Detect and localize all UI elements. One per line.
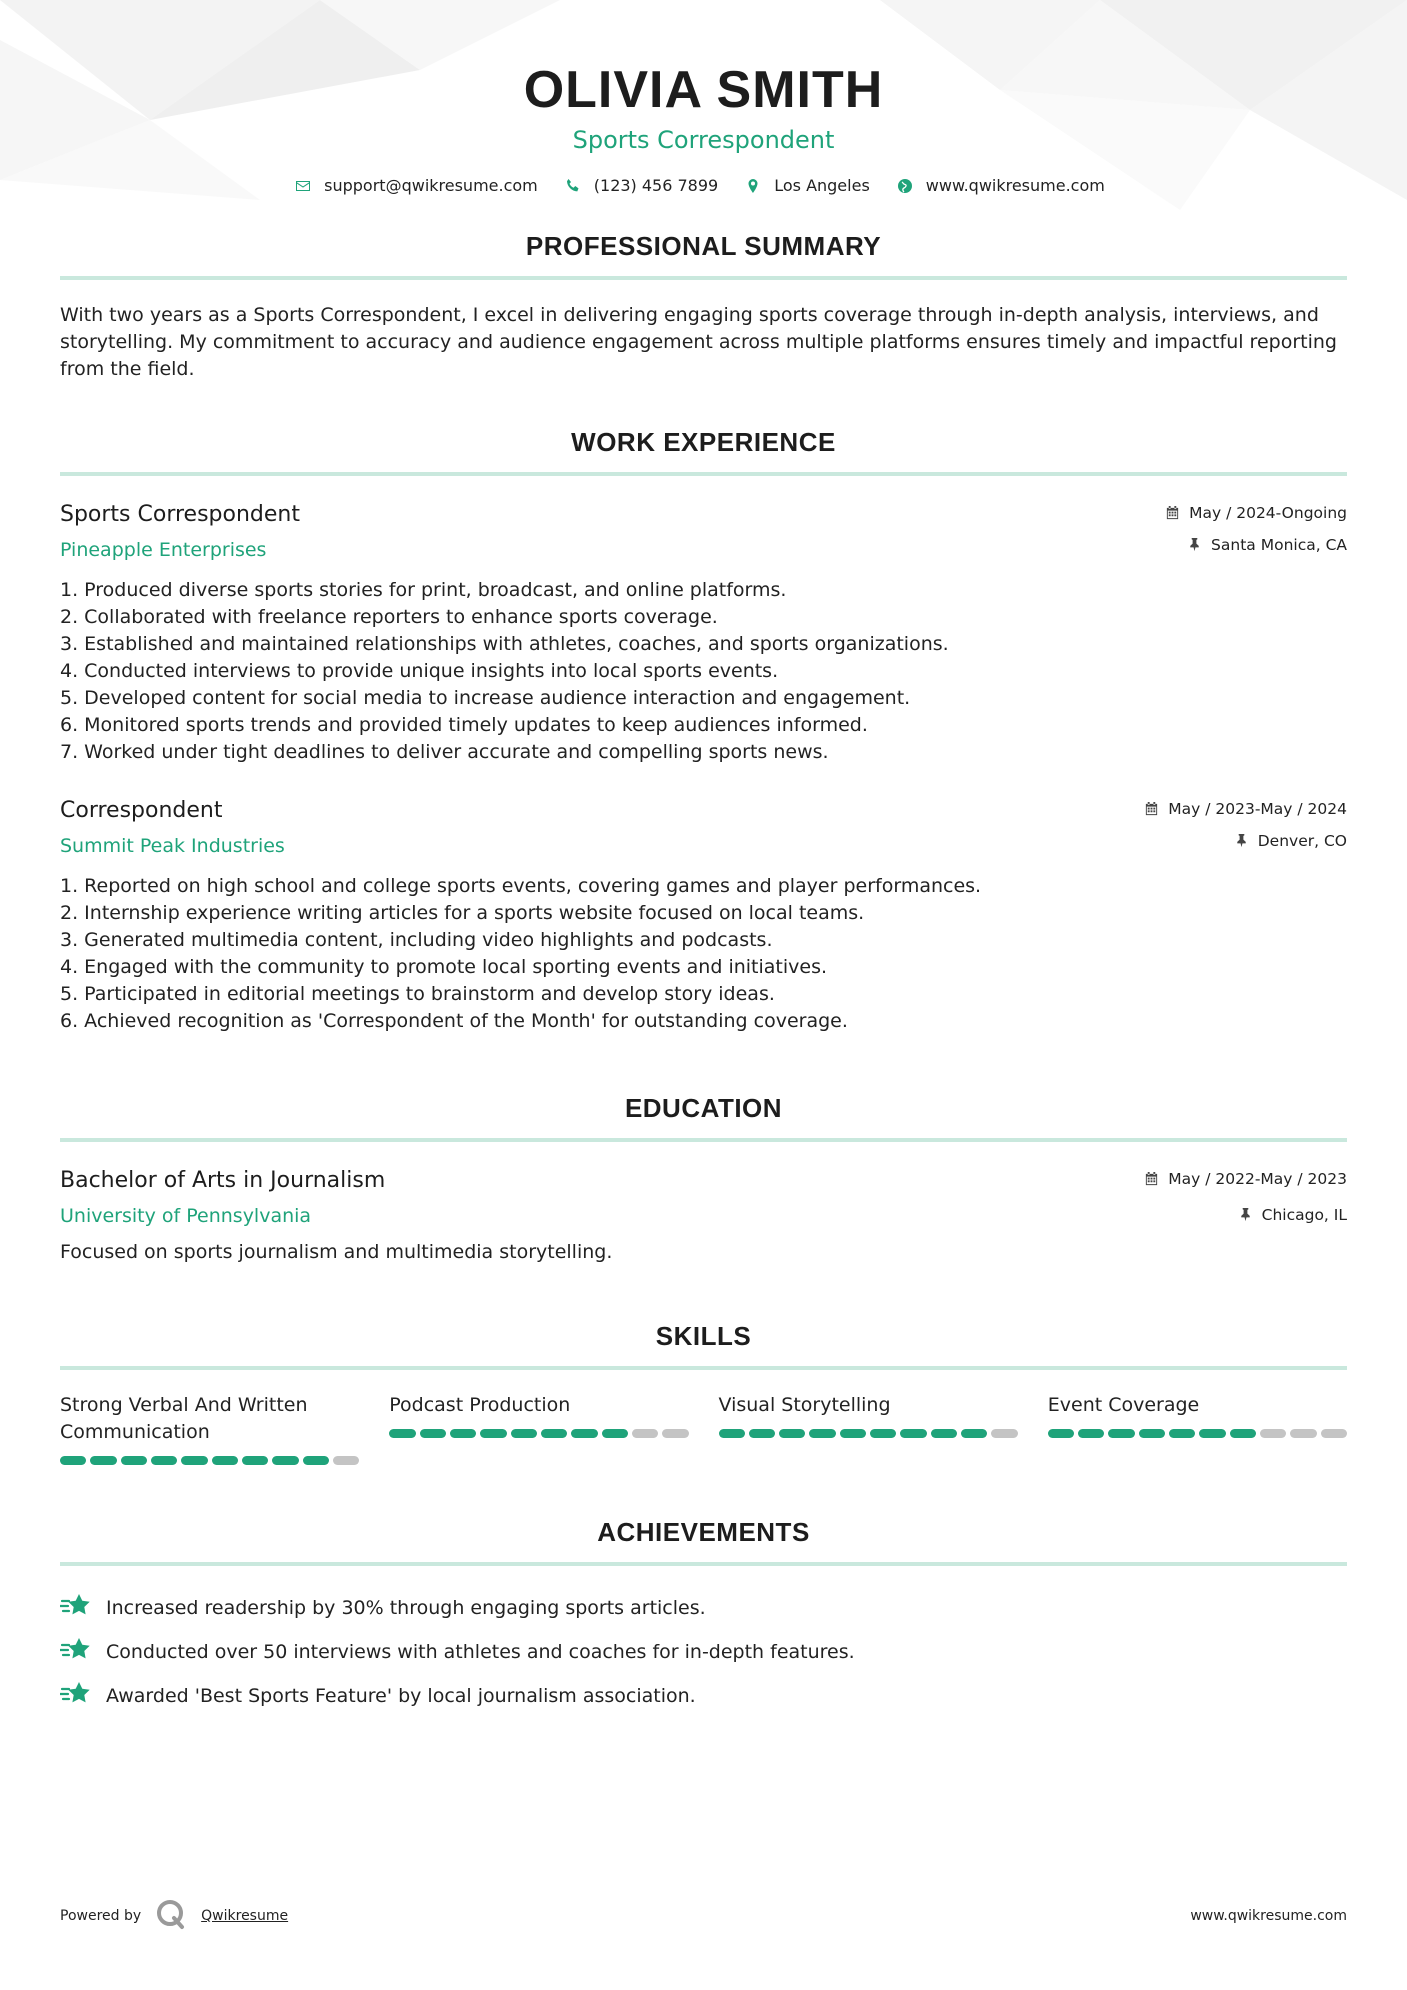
skill-name: Event Coverage — [1047, 1394, 1200, 1416]
school-name: University of Pennsylvania — [60, 1205, 312, 1227]
skill-segment-filled — [450, 1429, 476, 1438]
list-item: 6. Achieved recognition as 'Correspondent of the Month' for outstanding coverage. — [60, 1010, 848, 1032]
contact-phone-text: (123) 456 7899 — [593, 176, 719, 195]
skill-segment-empty — [632, 1429, 658, 1438]
job-title: Correspondent — [60, 798, 223, 823]
skill-item — [719, 1392, 1018, 1465]
list-item: 4. Conducted interviews to provide unique insights into local sports events. — [60, 660, 779, 682]
skill-segment-filled — [60, 1456, 86, 1465]
list-item — [60, 1586, 1347, 1630]
page-footer — [60, 1898, 1347, 1934]
skill-level-bar — [719, 1429, 1018, 1438]
section-divider — [60, 1562, 1347, 1566]
section-divider — [60, 276, 1347, 280]
achievement-text: Awarded 'Best Sports Feature' by local journalism association. — [106, 1685, 696, 1707]
job-bullets — [60, 873, 1347, 1035]
skill-name: Strong Verbal And Written Communication — [60, 1394, 308, 1443]
skill-segment-filled — [961, 1429, 987, 1438]
skill-level-bar — [60, 1456, 359, 1465]
list-item — [60, 1674, 1347, 1718]
experience-section — [60, 427, 1347, 1035]
job-bullets — [60, 577, 1347, 766]
qwikresume-link[interactable]: Qwikresume — [201, 1908, 289, 1924]
skill-segment-empty — [333, 1456, 359, 1465]
job-dates: May / 2024-Ongoing — [1189, 504, 1347, 522]
calendar-icon — [1144, 801, 1160, 817]
list-item: 2. Collaborated with freelance reporters to enhance sports coverage. — [60, 606, 718, 628]
education-description: Focused on sports journalism and multimedia storytelling. — [60, 1241, 613, 1263]
skill-segment-empty — [1290, 1429, 1316, 1438]
job-location: Denver, CO — [1257, 832, 1347, 850]
skill-segment-filled — [602, 1429, 628, 1438]
skill-segment-filled — [121, 1456, 147, 1465]
skills-section — [60, 1321, 1347, 1465]
skill-segment-filled — [840, 1429, 866, 1438]
achievement-text: Conducted over 50 interviews with athletes and coaches for in-depth features. — [106, 1641, 855, 1663]
skill-level-bar — [389, 1429, 688, 1438]
powered-by-label: Powered by — [60, 1908, 142, 1924]
contact-email-text: support@qwikresume.com — [324, 176, 538, 195]
skill-item — [1048, 1392, 1347, 1465]
education-dates: May / 2022-May / 2023 — [1168, 1170, 1347, 1188]
achievements-section — [60, 1517, 1347, 1718]
footer-website-link[interactable]: www.qwikresume.com — [1190, 1908, 1347, 1924]
qwikresume-logo-icon — [155, 1898, 187, 1934]
skill-item — [389, 1392, 688, 1465]
star-icon — [60, 1636, 92, 1669]
company-name: Summit Peak Industries — [60, 835, 285, 857]
skill-segment-filled — [541, 1429, 567, 1438]
contact-bar — [60, 176, 1347, 195]
education-location: Chicago, IL — [1261, 1206, 1347, 1224]
envelope-icon — [294, 177, 312, 195]
list-item: 5. Participated in editorial meetings to brainstorm and develop story ideas. — [60, 983, 775, 1005]
job-title: Sports Correspondent — [60, 502, 300, 527]
experience-heading: WORK EXPERIENCE — [571, 427, 836, 457]
skill-segment-filled — [1199, 1429, 1225, 1438]
skill-segment-filled — [511, 1429, 537, 1438]
contact-website-text: www.qwikresume.com — [925, 176, 1105, 195]
achievement-text: Increased readership by 30% through engaging sports articles. — [106, 1597, 706, 1619]
skill-segment-filled — [420, 1429, 446, 1438]
skill-level-bar — [1048, 1429, 1347, 1438]
skill-segment-filled — [480, 1429, 506, 1438]
skill-segment-filled — [242, 1456, 268, 1465]
education-heading: EDUCATION — [624, 1093, 783, 1123]
candidate-title: Sports Correspondent — [572, 126, 835, 154]
skill-segment-filled — [900, 1429, 926, 1438]
resume-header — [60, 0, 1347, 195]
job-location: Santa Monica, CA — [1211, 536, 1347, 554]
map-pin-icon — [744, 177, 762, 195]
degree-title: Bachelor of Arts in Journalism — [60, 1168, 386, 1193]
skill-segment-filled — [303, 1456, 329, 1465]
skill-segment-empty — [991, 1429, 1017, 1438]
skill-segment-filled — [809, 1429, 835, 1438]
job-dates: May / 2023-May / 2024 — [1168, 800, 1347, 818]
contact-phone[interactable] — [564, 176, 718, 195]
contact-email[interactable] — [294, 176, 538, 195]
education-entry — [60, 1168, 1347, 1263]
section-divider — [60, 472, 1347, 476]
skill-segment-filled — [870, 1429, 896, 1438]
contact-location — [744, 176, 870, 195]
skills-heading: SKILLS — [655, 1321, 752, 1351]
star-icon — [60, 1680, 92, 1713]
list-item: 3. Generated multimedia content, including video highlights and podcasts. — [60, 929, 773, 951]
job-entry — [60, 502, 1347, 766]
skill-segment-empty — [1321, 1429, 1347, 1438]
section-divider — [60, 1366, 1347, 1370]
summary-text: With two years as a Sports Correspondent, I excel in delivering engaging sports coverage through in-depth analysis, interviews, and storytelling. My commitment to accuracy and audience engagement across multiple platforms ensures timely and impactful reporting from the field. — [60, 304, 1337, 380]
summary-section — [60, 231, 1347, 383]
skill-segment-filled — [1078, 1429, 1104, 1438]
globe-icon — [896, 177, 914, 195]
skills-grid — [60, 1392, 1347, 1465]
list-item — [60, 1630, 1347, 1674]
list-item: 1. Produced diverse sports stories for print, broadcast, and online platforms. — [60, 579, 787, 601]
list-item: 1. Reported on high school and college sports events, covering games and player performances. — [60, 875, 982, 897]
skill-name: Visual Storytelling — [718, 1394, 891, 1416]
list-item: 6. Monitored sports trends and provided timely updates to keep audiences informed. — [60, 714, 868, 736]
section-divider — [60, 1138, 1347, 1142]
skill-segment-filled — [272, 1456, 298, 1465]
skill-segment-filled — [181, 1456, 207, 1465]
skill-segment-empty — [1260, 1429, 1286, 1438]
skill-segment-filled — [571, 1429, 597, 1438]
list-item: 2. Internship experience writing articles for a sports website focused on local teams. — [60, 902, 865, 924]
calendar-icon — [1144, 1171, 1160, 1187]
company-name: Pineapple Enterprises — [60, 539, 267, 561]
calendar-icon — [1165, 505, 1181, 521]
pushpin-icon — [1238, 1207, 1254, 1223]
achievements-heading: ACHIEVEMENTS — [597, 1517, 810, 1547]
skill-segment-filled — [779, 1429, 805, 1438]
list-item: 3. Established and maintained relationships with athletes, coaches, and sports organizations. — [60, 633, 949, 655]
contact-website[interactable] — [896, 176, 1105, 195]
skill-name: Podcast Production — [389, 1394, 571, 1416]
skill-segment-filled — [1230, 1429, 1256, 1438]
pushpin-icon — [1187, 537, 1203, 553]
education-section — [60, 1093, 1347, 1263]
skill-item — [60, 1392, 359, 1465]
skill-segment-filled — [389, 1429, 415, 1438]
skill-segment-filled — [1108, 1429, 1134, 1438]
skill-segment-empty — [662, 1429, 688, 1438]
summary-heading: PROFESSIONAL SUMMARY — [525, 231, 882, 261]
pushpin-icon — [1234, 833, 1250, 849]
skill-segment-filled — [749, 1429, 775, 1438]
skill-segment-filled — [212, 1456, 238, 1465]
skill-segment-filled — [719, 1429, 745, 1438]
phone-icon — [564, 177, 582, 195]
skill-segment-filled — [1139, 1429, 1165, 1438]
contact-location-text: Los Angeles — [774, 176, 870, 195]
candidate-name: OLIVIA SMITH — [523, 61, 884, 119]
skill-segment-filled — [151, 1456, 177, 1465]
skill-segment-filled — [1169, 1429, 1195, 1438]
job-entry — [60, 798, 1347, 1035]
skill-segment-filled — [90, 1456, 116, 1465]
star-icon — [60, 1592, 92, 1625]
skill-segment-filled — [931, 1429, 957, 1438]
list-item: 4. Engaged with the community to promote local sporting events and initiatives. — [60, 956, 828, 978]
achievements-list — [60, 1586, 1347, 1718]
list-item: 7. Worked under tight deadlines to deliver accurate and compelling sports news. — [60, 741, 829, 763]
list-item: 5. Developed content for social media to increase audience interaction and engagement. — [60, 687, 911, 709]
skill-segment-filled — [1048, 1429, 1074, 1438]
